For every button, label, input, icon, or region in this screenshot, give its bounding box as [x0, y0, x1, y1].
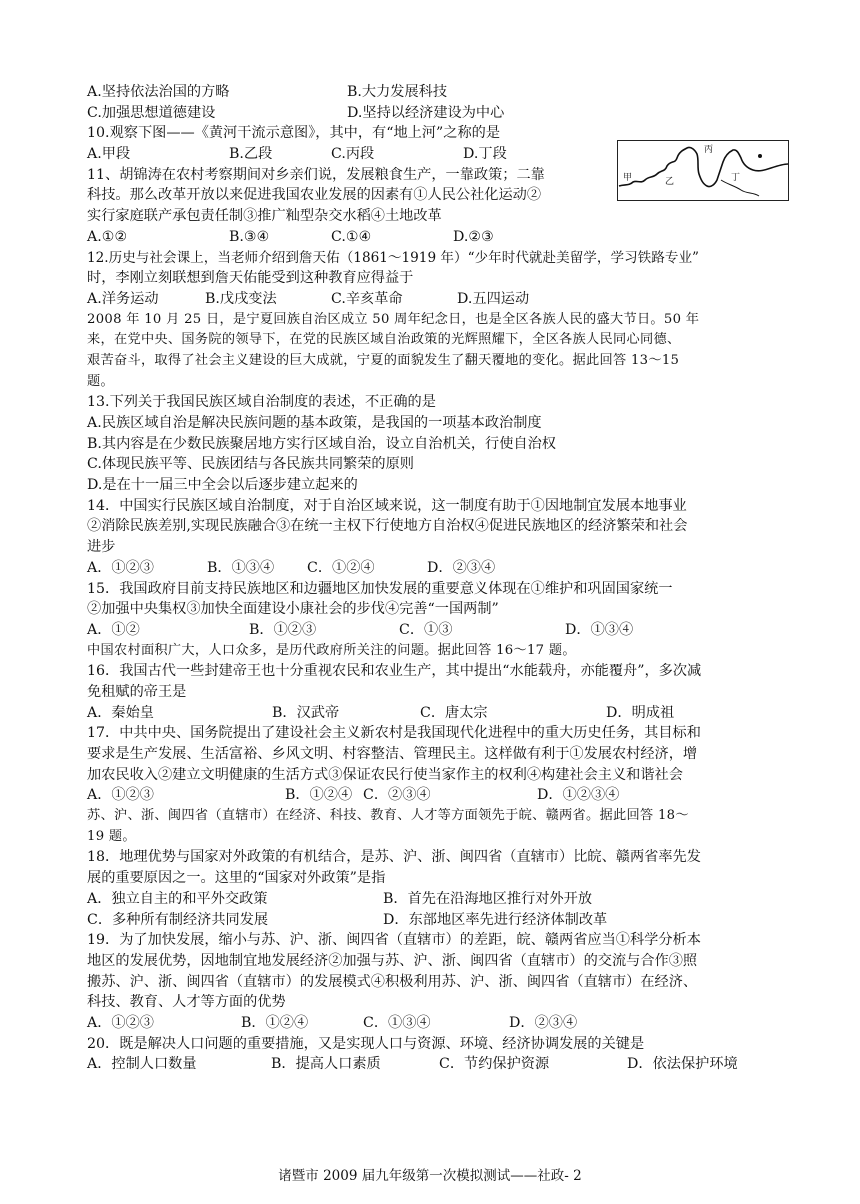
passage-1-line-4: 题。: [87, 373, 114, 389]
q15-line-1: 15．我国政府目前支持民族地区和边疆地区加快发展的重要意义体现在①维护和巩固国家统一: [87, 580, 673, 597]
q11-option-b: B.③④: [229, 228, 270, 245]
q12-option-d: D.五四运动: [457, 290, 530, 307]
passage-1-line-2: 来，在党中央、国务院的领导下，在党的民族区域自治政策的光辉照耀下，全区各族人民同心同德、: [87, 332, 681, 348]
q11-option-d: D.②③: [453, 228, 494, 245]
q19-option-b: B．①②④: [241, 1014, 309, 1031]
q10-option-a: A.甲段: [87, 146, 131, 163]
page-footer: 诸暨市 2009 届九年级第一次模拟测试——社政- 2: [278, 1168, 582, 1184]
q12-option-b: B.戊戌变法: [205, 290, 277, 307]
q13-option-d: D.是在十一届三中全会以后逐步建立起来的: [87, 477, 358, 494]
q16-option-a: A．秦始皇: [87, 704, 154, 721]
q9-options-row-2: [87, 103, 787, 124]
q17-option-b: B．①②④: [285, 787, 353, 804]
passage-1-line-1: 2008 年 10 月 25 日，是宁夏回族自治区成立 50 周年纪念日，也是全区各族人民的盛大节日。50 年: [87, 311, 700, 327]
q12-option-c: C.辛亥革命: [331, 290, 403, 307]
q16-line-1: 16．我国古代一些封建帝王也十分重视农民和农业生产，其中提出“水能载舟，亦能覆舟”，多次减: [87, 663, 702, 680]
q14-option-d: D．②③④: [427, 559, 496, 576]
q18-option-b: B．首先在沿海地区推行对外开放: [383, 890, 593, 907]
q14-option-a: A．①②③: [87, 559, 154, 576]
q20-options: [87, 1054, 787, 1075]
city-marker: [758, 154, 762, 158]
exam-page: [87, 82, 787, 1075]
q18-option-a: A．独立自主的和平外交政策: [87, 890, 268, 907]
q20-option-b: B．提高人口素质: [271, 1056, 381, 1073]
label-jia: 甲: [623, 173, 633, 183]
q17-line-3: 加农民收入②建立文明健康的生活方式③保证农民行使当家作主的权利④构建社会主义和谐社会: [87, 766, 683, 783]
passage-3-line-1: 苏、沪、浙、闽四省（直辖市）在经济、科技、教育、人才等方面领先于皖、赣两省。据此回答 18～: [87, 808, 689, 824]
q11-line-2: 科技。那么改革开放以来促进我国农业发展的因素有①人民公社化运动②: [87, 187, 542, 204]
q14-line-1: 14．中国实行民族区域自治制度，对于自治区域来说，这一制度有助于①因地制宜发展本地事业: [87, 497, 687, 514]
q17-option-d: D．①②③④: [537, 787, 620, 804]
q17-option-c: C．②③④: [363, 787, 431, 804]
q17-line-1: 17．中共中央、国务院提出了建设社会主义新农村是我国现代化进程中的重大历史任务，其目标和: [87, 725, 701, 742]
q10-option-d: D.丁段: [463, 146, 507, 163]
q20-option-d: D．依法保护环境: [627, 1056, 738, 1073]
q17-line-2: 要求是生产发展、生活富裕、乡风文明、村容整洁、管理民主。这样做有利于①发展农村经济，增: [87, 746, 698, 762]
q15-option-d: D．①③④: [565, 621, 634, 638]
q12-line-2: 时，李刚立刻联想到詹天佑能受到这种教育应得益于: [87, 270, 414, 287]
q10-stem: 10.观察下图——《黄河干流示意图》，其中，有“地上河”之称的是: [87, 125, 501, 142]
label-ding: 丁: [731, 173, 741, 183]
q20-option-c: C．节约保护资源: [439, 1056, 550, 1073]
q12-options: [87, 289, 787, 310]
q17-options: [87, 785, 787, 806]
q11-option-c: C.①④: [331, 228, 372, 245]
q9-option-d: D.坚持以经济建设为中心: [347, 104, 505, 121]
passage-2-line-1: 中国农村面积广大，人口众多，是历代政府所关注的问题。据此回答 16～17 题。: [87, 642, 576, 658]
passage-1-line-3: 艰苦奋斗，取得了社会主义建设的巨大成就，宁夏的面貌发生了翻天覆地的变化。据此回答 13～15: [87, 352, 680, 368]
q11-line-3: 实行家庭联产承包责任制③推广籼型杂交水稻④土地改革: [87, 208, 442, 225]
label-yi: 乙: [665, 177, 675, 187]
q9-option-b: B.大力发展科技: [347, 84, 448, 100]
q19-option-d: D．②③④: [509, 1014, 578, 1031]
q20-line-1: 20．既是解决人口问题的重要措施，又是实现人口与资源、环境、经济协调发展的关键是: [87, 1035, 645, 1052]
q15-options: [87, 620, 787, 641]
q15-option-a: A．①②: [87, 621, 140, 638]
q13-option-c: C.体现民族平等、民族团结与各民族共同繁荣的原则: [87, 456, 414, 473]
q15-option-b: B．①②③: [249, 621, 317, 638]
label-bing: 丙: [704, 145, 714, 155]
q14-line-2: ②消除民族差别,实现民族融合③在统一主权下行使地方自治权④促进民族地区的经济繁荣和社会: [87, 518, 688, 535]
q16-option-c: C．唐太宗: [420, 704, 488, 721]
q15-line-2: ②加强中央集权③加快全面建设小康社会的步伐④完善“一国两制”: [87, 601, 499, 618]
q13-option-a: A.民族区域自治是解决民族问题的基本政策，是我国的一项基本政治制度: [87, 415, 542, 431]
q20-option-a: A．控制人口数量: [87, 1056, 197, 1073]
q19-option-a: A．①②③: [87, 1014, 154, 1031]
q17-option-a: A．①②③: [87, 787, 154, 804]
q11-options: [87, 227, 787, 248]
q9-option-c: C.加强思想道德建设: [87, 104, 216, 121]
q15-option-c: C．①③: [399, 621, 453, 638]
q16-options: [87, 703, 787, 724]
q14-line-3: 进步: [87, 539, 116, 556]
q18-line-1: 18．地理优势与国家对外政策的有机结合，是苏、沪、浙、闽四省（直辖市）比皖、赣两省率先发: [87, 849, 701, 866]
q19-line-4: 科技、教育、人才等方面的优势: [87, 994, 286, 1011]
q9-options-row-1: [87, 82, 787, 103]
q10-option-c: C.丙段: [331, 146, 375, 163]
q16-line-2: 免租赋的帝王是: [87, 683, 187, 700]
q18-option-d: D．东部地区率先进行经济体制改革: [383, 911, 608, 928]
q13-stem: 13.下列关于我国民族区域自治制度的表述，不正确的是: [87, 394, 436, 411]
q13-option-b: B.其内容是在少数民族聚居地方实行区域自治，设立自治机关，行使自治权: [87, 435, 556, 452]
q19-options: [87, 1013, 787, 1034]
q11-option-a: A.①②: [87, 228, 128, 245]
q14-options: [87, 558, 787, 579]
q19-line-3: 搬苏、沪、浙、闽四省（直辖市）的发展模式④积极利用苏、沪、浙、闽四省（直辖市）在经济、: [87, 973, 698, 990]
q18-line-2: 展的重要原因之一。这里的“国家对外政策”是指: [87, 870, 386, 887]
q10-option-b: B.乙段: [229, 146, 273, 163]
q19-line-2: 地区的发展优势，因地制宜地发展经济②加强与苏、沪、浙、闽四省（直辖市）的交流与合作③照: [87, 952, 698, 969]
q12-line-1: 12.历史与社会课上，当老师介绍到詹天佑（1861～1919 年）“少年时代就赴美留学，学习铁路专业”: [87, 249, 699, 266]
q12-option-a: A.洋务运动: [87, 290, 159, 307]
q19-line-1: 19．为了加快发展，缩小与苏、沪、浙、闽四省（直辖市）的差距，皖、赣两省应当①科学分析本: [87, 932, 701, 949]
q18-options-row-2: [87, 910, 787, 931]
passage-3-line-2: 19 题。: [87, 828, 136, 844]
q14-option-c: C．①②④: [307, 559, 375, 576]
q9-option-a: A.坚持依法治国的方略: [87, 84, 230, 100]
q19-option-c: C．①③④: [363, 1014, 431, 1031]
q16-option-b: B．汉武帝: [272, 704, 340, 721]
yellow-river-map: [617, 140, 789, 201]
q18-options-row-1: [87, 889, 787, 910]
q11-line-1: 11、胡锦涛在农村考察期间对乡亲们说，发展粮食生产，一靠政策；二靠: [87, 166, 545, 183]
q14-option-b: B．①③④: [207, 559, 275, 576]
q18-option-c: C．多种所有制经济共同发展: [87, 911, 269, 928]
q16-option-d: D．明成祖: [606, 704, 675, 721]
